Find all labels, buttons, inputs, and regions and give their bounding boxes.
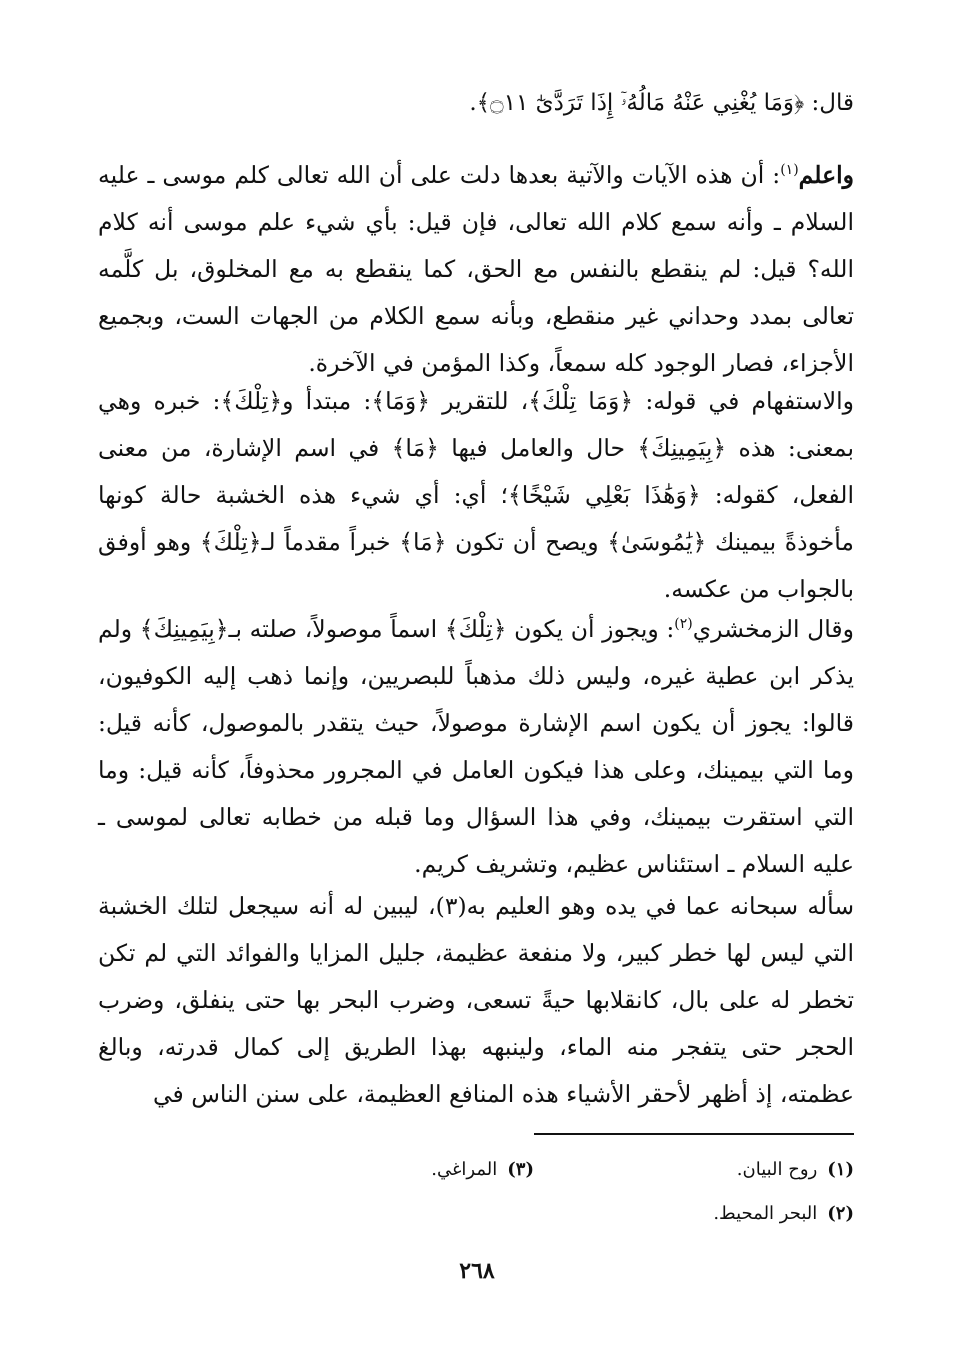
footnote-1 <box>534 1148 854 1192</box>
footnote-3-number: (٣) <box>507 1159 534 1180</box>
opening-verse-text: قال: ﴿وَمَا يُغْنِي عَنْهُ مَالُهُۥٓ إِذَا تَرَدَّىٰٓ ۝١١﴾. <box>469 90 854 116</box>
paragraph-3 <box>98 606 854 888</box>
paragraph-4-text <box>98 883 854 1118</box>
paragraph-3-body: : ويجوز أن يكون ﴿تِلْكَ﴾ اسماً موصولاً، صلته بـ﴿بِيَمِينِكَ﴾ ولم يذكر ابن عطية غيره، وليس ذلك مذهباً للبصريين، وإنما ذهب إليه الكوفيون، قالوا: يجوز أن يكون اسم الإشارة موصولاً، حيث يتقدر بالموصول، كأنه قيل: وما التي بيمينك، وعلى هذا فيكون العامل في المجرور محذوفاً، كأنه قيل: وما التي استقرت بيمينك، وفي هذا السؤال وما قبله من خطابه تعالى لموسى ـ عليه السلام ـ استئناس عظيم، وتشريف كريم. <box>98 615 854 878</box>
footnote-1-text: روح البيان. <box>736 1159 818 1180</box>
footnote-3 <box>214 1148 534 1192</box>
paragraph-4-body: سأله سبحانه عما في يده وهو العليم به(٣)، ليبين له أنه سيجعل لتلك الخشبة التي ليس لها خطر كبير، ولا منفعة عظيمة، جليل المزايا والفوائد التي لم تكن تخطر له على بال، كانقلابها حيةً تسعى، وضرب البحر بها حتى ينفلق، وضرب الحجر حتى يتفجر منه الماء، ولينبهه بهذا الطريق إلى كمال قدرته، وبالغ عظمته، إذ أظهر لأحقر الأشياء هذه المنافع العظيمة، على سنن الناس في <box>98 892 855 1108</box>
footnote-2-text: البحر المحيط. <box>713 1203 818 1224</box>
opening-verse-line <box>98 80 854 127</box>
paragraph-2 <box>98 378 854 613</box>
footnote-3-text: المراغي. <box>431 1159 498 1180</box>
footnote-row-1 <box>98 1148 854 1192</box>
footnotes <box>98 1148 854 1236</box>
paragraph-1-first-word: واعلم <box>798 161 854 189</box>
paragraph-4 <box>98 883 854 1118</box>
footnote-ref-2: (٢) <box>674 616 693 633</box>
footnote-ref-1: (١) <box>780 162 799 179</box>
paragraph-1-text <box>98 152 854 387</box>
paragraph-2-body: والاستفهام في قوله: ﴿وَمَا تِلْكَ﴾، للتقرير ﴿وَمَا﴾: مبتدأ و﴿تِلْكَ﴾: خبره وهي بمعنى: هذه ﴿بِيَمِينِكَ﴾ حال والعامل فيها ﴿مَا﴾ في اسم الإشارة، من معنى الفعل، كقوله: ﴿وَهَٰذَا بَعْلِي شَيْخًا﴾؛ أي: أي شيء هذه الخشبة حالة كونها مأخوذةً بيمينك ﴿يَٰمُوسَىٰ﴾ ويصح أن تكون ﴿مَا﴾ خبراً مقدماً لـ﴿تِلْكَ﴾ وهو أوفق بالجواب من عكسه. <box>98 387 854 603</box>
footnote-2 <box>534 1192 854 1236</box>
paragraph-3-first-word: وقال الزمخشري <box>692 615 854 643</box>
footnote-row-2 <box>98 1192 854 1236</box>
footnote-divider <box>534 1133 854 1135</box>
paragraph-1 <box>98 152 854 387</box>
footnote-1-number: (١) <box>827 1159 854 1180</box>
page-number: ٢٦٨ <box>459 1258 495 1284</box>
paragraph-1-body: : أن هذه الآيات والآتية بعدها دلت على أن الله تعالى كلم موسى ـ عليه السلام ـ وأنه سمع كلام الله تعالى، فإن قيل: بأي شيء علم موسى أنه كلام الله؟ قيل: لم ينقطع بالنفس مع الحق، كما ينقطع به مع المخلوق، بل كلَّمه تعالى بمدد وحداني غير منقطع، وبأنه سمع الكلام من الجهات الست، وبجميع الأجزاء، فصار الوجود كله سمعاً، وكذا المؤمن في الآخرة. <box>98 161 854 377</box>
paragraph-3-text <box>98 606 854 888</box>
paragraph-2-text <box>98 378 854 613</box>
footnote-2-number: (٢) <box>827 1203 854 1224</box>
